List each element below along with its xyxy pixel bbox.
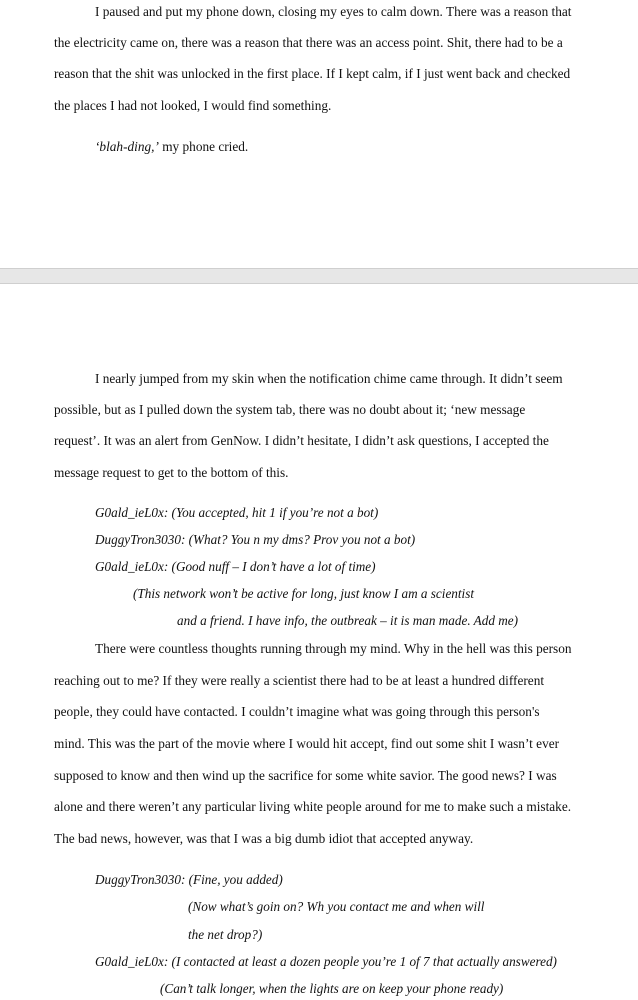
paragraph-line: mind. This was the part of the movie where I would hit accept, find out some shit I wasn’t ever bbox=[54, 736, 560, 751]
chat-message: G0ald_ieL0x: (Good nuff – I don’t have a lot of time) bbox=[95, 559, 376, 574]
paragraph-line: I nearly jumped from my skin when the notification chime came through. It didn’t seem bbox=[95, 371, 563, 386]
page-break bbox=[0, 268, 638, 284]
paragraph-line: alone and there weren’t any particular living white people around for me to make such a mistake. bbox=[54, 799, 572, 814]
chat-message: G0ald_ieL0x: (You accepted, hit 1 if you’re not a bot) bbox=[95, 505, 379, 520]
paragraph-line: reason that the shit was unlocked in the first place. If I kept calm, if I just went back and checked bbox=[54, 66, 571, 81]
phone-cried-text: my phone cried. bbox=[158, 139, 249, 154]
chat-message: G0ald_ieL0x: (I contacted at least a dozen people you’re 1 of 7 that actually answered) bbox=[95, 954, 557, 969]
chat-message: the net drop?) bbox=[188, 927, 263, 942]
chat-message: (Now what’s goin on? Wh you contact me and when will bbox=[188, 899, 485, 914]
chat-message: (Can’t talk longer, when the lights are on keep your phone ready) bbox=[160, 981, 504, 996]
chat-message: (This network won’t be active for long, just know I am a scientist bbox=[133, 586, 475, 601]
paragraph-line: possible, but as I pulled down the system tab, there was no doubt about it; ‘new message bbox=[54, 402, 526, 417]
phone-sound-line bbox=[95, 139, 248, 155]
paragraph-line: The bad news, however, was that I was a big dumb idiot that accepted anyway. bbox=[54, 831, 474, 846]
paragraph-line: people, they could have contacted. I couldn’t imagine what was going through this person's bbox=[54, 704, 540, 719]
paragraph-line: reaching out to me? If they were really a scientist there had to be at least a hundred different bbox=[54, 673, 545, 688]
paragraph-line: the places I had not looked, I would find something. bbox=[54, 98, 332, 113]
page-two bbox=[0, 284, 638, 1000]
page-one bbox=[0, 0, 638, 268]
phone-sound: ‘blah-ding,’ bbox=[95, 139, 159, 154]
paragraph-line: the electricity came on, there was a reason that there was an access point. Shit, there had to be a bbox=[54, 35, 563, 50]
paragraph-line: supposed to know and then wind up the sacrifice for some white savior. The good news? I was bbox=[54, 768, 557, 783]
paragraph-line: There were countless thoughts running through my mind. Why in the hell was this person bbox=[95, 641, 572, 656]
paragraph-line: request’. It was an alert from GenNow. I didn’t hesitate, I didn’t ask questions, I accepted the bbox=[54, 433, 549, 448]
chat-message: and a friend. I have info, the outbreak – it is man made. Add me) bbox=[177, 613, 518, 628]
paragraph-line: I paused and put my phone down, closing my eyes to calm down. There was a reason that bbox=[95, 4, 572, 19]
chat-message: DuggyTron3030: (Fine, you added) bbox=[95, 872, 283, 887]
paragraph-line: message request to get to the bottom of this. bbox=[54, 465, 289, 480]
chat-message: DuggyTron3030: (What? You n my dms? Prov you not a bot) bbox=[95, 532, 416, 547]
